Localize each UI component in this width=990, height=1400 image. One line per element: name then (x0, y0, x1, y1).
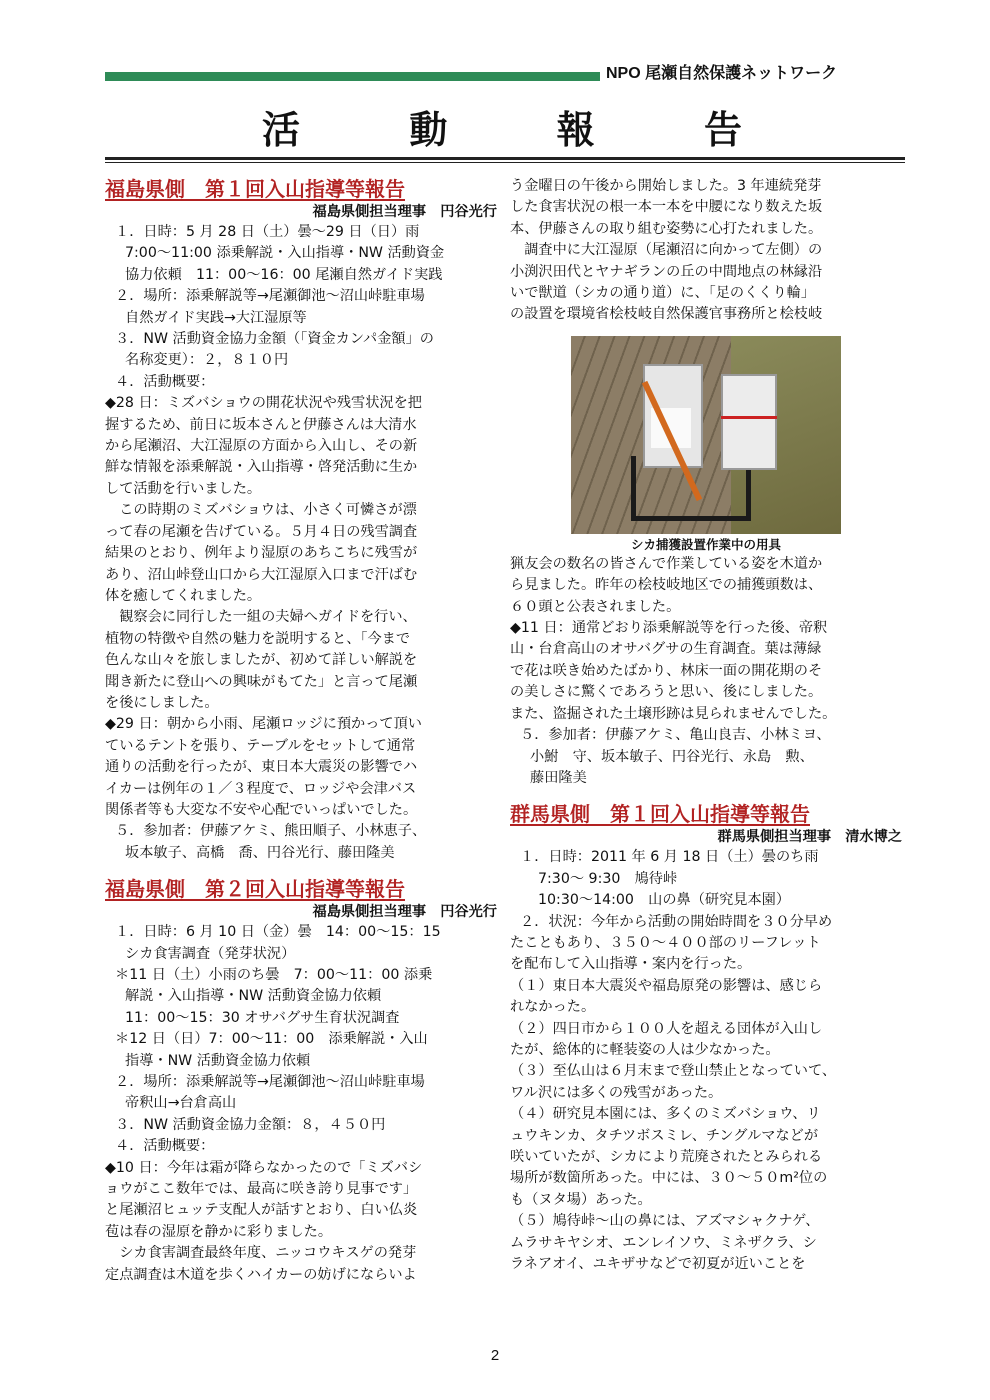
section-author: 群馬県側担当理事 清水博之 (717, 829, 902, 846)
page-title-char: 報 (556, 106, 595, 152)
report-line: 11：00～15：30 オサバグサ生育状況調査 (125, 1009, 400, 1026)
report-line: 通りの活動を行ったが、東日本大震災の影響でハ (105, 759, 418, 776)
report-line: イカーは例年の１／３程度で、ロッジや会津バス (105, 780, 417, 797)
left-column (105, 176, 497, 1286)
report-line: ２．場所：添乗解説等→尾瀬御池～沼山峠駐車場 (115, 1074, 425, 1091)
report-line: ４．活動概要： (115, 373, 215, 390)
report-line: 鮮な情報を添乗解説・入山指導・啓発活動に生か (105, 459, 418, 476)
report-line: 色んな山々を旅しましたが、初めて詳しい解説を (105, 652, 418, 669)
report-line: （１）東日本大震災や福島原発の影響は、感じら (510, 977, 823, 994)
report-line: ◆29 日：朝から小雨、尾瀬ロッジに預かって頂い (105, 716, 422, 733)
report-line: たこともあり、３５０～４００部のリーフレット (510, 934, 821, 951)
report-line: あり、沼山峠登山口から大江湿原入口まで汗ばむ (105, 566, 418, 583)
report-line: 指導・NW 活動資金協力依頼 (125, 1052, 311, 1069)
deer-trap-equipment-photo (571, 336, 841, 534)
photo-red-strap (721, 416, 777, 419)
report-line: 咲いていたが、シカにより荒廃されたとみられる (510, 1149, 823, 1165)
spacer (510, 789, 902, 801)
report-line: ５．参加者：伊藤アケミ、亀山良吉、小林ミヨ、 (520, 727, 831, 744)
section-author: 福島県側担当理事 円谷光行 (312, 904, 497, 921)
report-line: 名称変更）：２，８１０円 (125, 352, 289, 369)
report-line: ３．NW 活動資金協力金額：８，４５０円 (115, 1116, 386, 1133)
report-line: １．日時：2011 年 6 月 18 日（土）曇のち雨 (520, 849, 819, 866)
report-line: 7:30～ 9:30 鳩待峠 (538, 870, 678, 887)
report-line: した食害状況の根一本一本を中腰になり数えた坂 (510, 199, 823, 216)
title-rule (105, 157, 905, 160)
report-line: ５．参加者：伊藤アケミ、熊田順子、小林恵子、 (115, 823, 427, 840)
report-line: 山・台倉高山のオサバグサの生育調査。葉は薄緑 (510, 641, 822, 658)
page-number: 2 (490, 1347, 500, 1364)
report-line: 猟友会の数名の皆さんで作業している姿を木道か (510, 555, 823, 572)
report-line: ラネアオイ、ユキザサなどで初夏が近いことを (510, 1256, 806, 1273)
report-line: の設置を環境省桧枝岐自然保護官事務所と桧枝岐 (510, 306, 823, 323)
section-title-fukushima-2: 福島県側 第２回入山指導等報告 (105, 877, 405, 902)
report-line: ュウキンカ、タチツボスミレ、チングルマなどが (510, 1127, 819, 1144)
report-line: ＊12 日（日）7：00～11：00 添乗解説・入山 (115, 1031, 428, 1048)
report-line: ◆28 日：ミズバショウの開花状況や残雪状況を把 (105, 395, 422, 412)
report-line: を配布して入山指導・案内を行った。 (510, 956, 752, 973)
report-line: （２）四日市から１００人を超える団体が入山し (510, 1020, 823, 1037)
report-line: 解説・入山指導・NW 活動資金協力依頼 (125, 988, 382, 1005)
report-line: １．日時：6 月 10 日（金）曇 14：00～15：15 (115, 924, 441, 941)
report-line: この時期のミズバショウは、小さく可憐さが漂 (105, 502, 417, 519)
section-title-fukushima-1: 福島県側 第１回入山指導等報告 (105, 177, 405, 201)
report-line: ら見ました。昨年の桧枝岐地区での捕獲頭数は、 (510, 577, 823, 594)
report-line: う金曜日の午後から開始しました。3 年連続発芽 (510, 178, 822, 194)
report-line: シカ食害調査（発芽状況） (125, 945, 296, 962)
spacer (105, 864, 497, 876)
section-author: 福島県側担当理事 円谷光行 (312, 204, 497, 220)
section-title-gunma-1: 群馬県側 第１回入山指導等報告 (510, 802, 810, 827)
report-line: ３．NW 活動資金協力金額（「資金カンパ金額」の (115, 331, 434, 348)
report-line: ＊11 日（土）小雨のち曇 7：00～11：00 添乗 (115, 967, 433, 983)
report-line: って春の尾瀬を告げている。５月４日の残雪調査 (105, 523, 418, 540)
report-line: ６０頭と公表されました。 (510, 598, 681, 615)
report-line: 藤田隆美 (530, 769, 587, 786)
report-line: 聞き新たに登山への興味がもてた」と言って尾瀬 (105, 673, 418, 690)
report-line: 関係者等も大変な不安や心配でいっぱいでした。 (105, 801, 418, 818)
report-line: ◆10 日：今年は霜が降らなかったので「ミズバシ (105, 1159, 423, 1176)
photo-caption: シカ捕獲設置作業中の用具 (630, 536, 781, 552)
report-line: ているテントを張り、テーブルをセットして通常 (105, 737, 416, 754)
report-line: ョウがここ数年では、最高に咲き誇り見事です」 (105, 1181, 418, 1198)
report-line: ムラサキヤシオ、エンレイソウ、ミネザクラ、シ (510, 1234, 817, 1251)
report-line: たが、総体的に軽装姿の人は少なかった。 (510, 1041, 780, 1058)
report-line: 7:00～11:00 添乗解説・入山指導・NW 活動資金 (125, 245, 445, 262)
report-line: 調査中に大江湿原（尾瀬沼に向かって左側）の (510, 242, 823, 259)
report-line: 小渕沢田代とヤナギランの丘の中間地点の林縁沿 (510, 263, 823, 280)
report-line: 植物の特徴や自然の魅力を説明すると、「今まで (105, 630, 411, 647)
report-line: から尾瀬沼、大江湿原の方面から入山し、その新 (105, 438, 418, 455)
report-line: ４．活動概要： (115, 1138, 215, 1155)
page-title-char: 活 (262, 106, 301, 152)
report-line: の美しさに驚くであろうと思い、後にしました。 (510, 684, 823, 701)
report-line: ２．状況：今年から活動の開始時間を３０分早め (520, 913, 833, 930)
report-line: ◆11 日：通常どおり添乗解説等を行った後、帝釈 (510, 620, 828, 637)
page-title (262, 100, 742, 152)
right-column (510, 176, 902, 1275)
report-line: 本、伊藤さんの取り組む姿勢に心打たれました。 (510, 220, 823, 237)
report-line: して活動を行いました。 (105, 480, 262, 497)
organization-name: NPO 尾瀬自然保護ネットワーク (606, 65, 838, 82)
report-line: れなかった。 (510, 999, 596, 1016)
report-line: も（ヌタ場）あった。 (510, 1191, 652, 1208)
report-line: 場所が数箇所あった。中には、３０～５０m²位の (510, 1170, 828, 1187)
page-title-char: 動 (409, 106, 448, 152)
report-line: 小鮒 守、坂本敏子、円谷光行、永島 勲、 (530, 748, 814, 765)
header-color-bar (105, 72, 600, 81)
report-line: また、盗掘された土壌形跡は見られませんでした。 (510, 705, 837, 722)
report-line: （３）至仏山は６月末まで登山禁止となっていて、 (510, 1063, 837, 1080)
report-line: 苞は春の湿原を静かに彩りました。 (105, 1223, 333, 1240)
report-line: で花は咲き始めたばかり、林床一面の開花期のそ (510, 662, 823, 679)
title-rule-thin (105, 162, 905, 163)
report-line: 10:30～14:00 山の鼻（研究見本園） (538, 892, 791, 909)
report-line: １．日時：5 月 28 日（土）曇～29 日（日）雨 (115, 224, 420, 240)
report-line: 握するため、前日に坂本さんと伊藤さんは大清水 (105, 416, 417, 433)
report-line: 協力依頼 11：00～16：00 尾瀬自然ガイド実践 (125, 266, 443, 283)
report-line: シカ食害調査最終年度、ニッコウキスゲの発芽 (105, 1245, 417, 1262)
report-line: 結果のとおり、例年より湿原のあちこちに残雪が (105, 545, 418, 562)
report-line: 自然ガイド実践→大江湿原等 (125, 309, 307, 326)
report-line: ワル沢には多くの残雪があった。 (510, 1084, 723, 1101)
report-line: 坂本敏子、高橋 喬、円谷光行、藤田隆美 (125, 844, 395, 861)
page-title-char: 告 (703, 106, 742, 152)
report-line: いで獣道（シカの通り道）に、「足のくくり輪」 (510, 285, 816, 302)
report-line: と尾瀬沼ヒュッテ支配人が話すとおり、白い仏炎 (105, 1202, 418, 1219)
report-line: （４）研究見本園には、多くのミズバショウ、リ (510, 1106, 821, 1123)
report-line: 観察会に同行した一組の夫婦へガイドを行い、 (105, 609, 417, 626)
report-line: 帝釈山→台倉高山 (125, 1095, 237, 1112)
photo-white-box (721, 374, 777, 470)
report-line: （５）鳩待峠～山の鼻には、アズマシャクナゲ、 (510, 1213, 820, 1230)
report-line: 体を癒してくれました。 (105, 587, 262, 604)
report-line: 定点調査は木道を歩くハイカーの妨げにならいよ (105, 1266, 417, 1283)
report-line: ２．場所：添乗解説等→尾瀬御池～沼山峠駐車場 (115, 288, 425, 305)
report-line: を後にしました。 (105, 694, 219, 711)
